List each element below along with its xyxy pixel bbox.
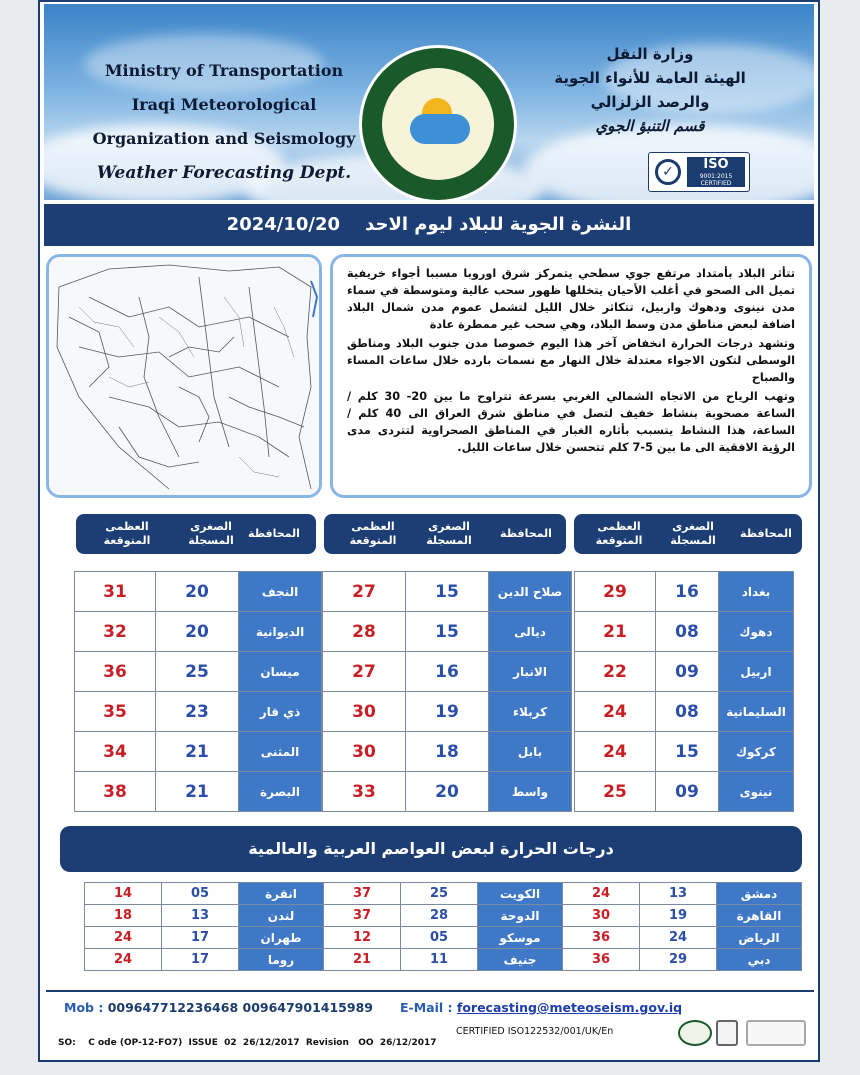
province-table-left [74,571,322,812]
iraq-map [49,257,319,495]
ar-line-ministry: وزارة النقل [606,45,694,63]
footer-logo-org-icon [746,1020,806,1046]
min-temp: 19 [406,692,489,732]
capital-name: انقرة [239,883,324,905]
max-temp: 12 [324,927,401,949]
capital-name: القاهرة [717,905,802,927]
table-row [75,772,322,812]
en-line-organization: Organization and Seismology [92,129,356,148]
capital-name: جنيف [478,949,563,971]
max-temp: 24 [575,732,656,772]
english-org-name [84,54,364,190]
min-temp: 25 [401,883,478,905]
header-province: المحافظة [740,527,792,540]
header-banner [44,4,814,200]
footer [46,990,814,1056]
header-min-1: الصغرى [428,520,470,533]
email-contact [400,1000,682,1015]
max-temp: 34 [75,732,156,772]
province-name: الانبار [489,652,572,692]
forecast-text-panel [330,254,812,498]
min-temp: 09 [656,772,719,812]
province-name: بابل [489,732,572,772]
en-line-ministry: Ministry of Transportation [104,61,344,80]
column-header-group-right [574,514,802,554]
table-row [75,692,322,732]
max-temp: 36 [563,949,640,971]
min-temp: 18 [406,732,489,772]
min-temp: 21 [156,772,239,812]
table-row [75,652,322,692]
province-name: نينوى [719,772,794,812]
max-temp: 27 [323,572,406,612]
province-name: الديوانية [239,612,322,652]
province-table-middle [322,571,572,812]
min-temp: 05 [401,927,478,949]
min-temp: 17 [162,927,239,949]
max-temp: 35 [75,692,156,732]
header-max-2: المتوقعة [103,534,151,547]
table-row [75,572,322,612]
mobile-label: Mob : [64,1000,104,1015]
min-temp: 29 [640,949,717,971]
min-temp: 11 [401,949,478,971]
table-row [575,612,794,652]
email-link[interactable]: forecasting@meteoseism.gov.iq [456,1000,683,1015]
mobile-numbers: 009647712236468 009647901415989 [107,1000,373,1015]
max-temp: 29 [575,572,656,612]
checkmark-icon: ✓ [655,159,681,185]
min-temp: 20 [156,612,239,652]
header-min-1: الصغرى [190,520,232,533]
email-label: E-Mail : [400,1000,453,1015]
province-name: ذي قار [239,692,322,732]
min-temp: 15 [406,612,489,652]
min-temp: 13 [162,905,239,927]
province-name: السليمانية [719,692,794,732]
ar-line-seismology: والرصد الزلزالي [590,93,710,111]
forecast-paragraph: وتشهد درجات الحرارة انخفاض آخر هذا اليوم خصوصا مدن جنوب البلاد ومناطق الوسطى لتكون الاجواء معتدلة خلال النهار مع نسمات بارده خلال ساعات المساء والصباح [347,337,795,384]
min-temp: 23 [156,692,239,732]
capital-name: طهران [239,927,324,949]
max-temp: 24 [85,949,162,971]
min-temp: 16 [656,572,719,612]
max-temp: 32 [75,612,156,652]
max-temp: 24 [85,927,162,949]
min-temp: 13 [640,883,717,905]
bulletin-title: النشرة الجوية للبلاد ليوم الاحد [365,214,632,235]
en-dept-name: Weather Forecasting Dept. [96,163,352,183]
min-temp: 08 [656,692,719,732]
ar-line-authority: الهيئة العامة للأنواء الجوية [554,69,746,87]
header-min-2: المسجلة [426,534,472,547]
capital-name: الدوحة [478,905,563,927]
iso-standard: 9001:2015 [699,173,733,180]
province-table-right [574,571,794,812]
province-name: دهوك [719,612,794,652]
table-row [323,732,572,772]
max-temp: 36 [563,927,640,949]
max-temp: 38 [75,772,156,812]
min-temp: 05 [162,883,239,905]
province-name: اربيل [719,652,794,692]
max-temp: 24 [575,692,656,732]
min-temp: 28 [401,905,478,927]
table-row [575,772,794,812]
capital-name: روما [239,949,324,971]
table-row [575,692,794,732]
province-name: كربلاء [489,692,572,732]
iso-label: ISO [703,157,729,172]
province-name: البصرة [239,772,322,812]
min-temp: 15 [406,572,489,612]
min-temp: 15 [656,732,719,772]
iraq-map-panel [46,254,322,498]
table-row [85,927,802,949]
iso-badge [648,152,750,192]
footer-logo-badge-icon [716,1020,738,1046]
capital-name: موسكو [478,927,563,949]
max-temp: 30 [563,905,640,927]
capitals-table [84,882,802,971]
province-name: النجف [239,572,322,612]
capital-name: دمشق [717,883,802,905]
min-temp: 21 [156,732,239,772]
max-temp: 28 [323,612,406,652]
column-header-group-left [76,514,316,554]
bulletin-date: 2024/10/20 [226,214,341,235]
header-max-1: العظمى [597,520,641,533]
max-temp: 36 [75,652,156,692]
min-temp: 08 [656,612,719,652]
arabic-org-name [540,42,760,138]
column-header-group-middle [324,514,566,554]
province-name: واسط [489,772,572,812]
capital-name: الكويت [478,883,563,905]
max-temp: 21 [324,949,401,971]
min-temp: 24 [640,927,717,949]
header-max-2: المتوقعة [595,534,643,547]
ar-dept-name: قسم التنبؤ الجوي [595,117,705,135]
table-row [75,612,322,652]
province-name: ميسان [239,652,322,692]
max-temp: 30 [323,692,406,732]
table-row [323,652,572,692]
max-temp: 25 [575,772,656,812]
min-temp: 20 [406,772,489,812]
header-max-2: المتوقعة [349,534,397,547]
organization-logo [362,48,514,200]
table-row [575,572,794,612]
en-line-meteorological: Iraqi Meteorological [131,95,317,114]
province-name: بغداد [719,572,794,612]
min-temp: 17 [162,949,239,971]
min-temp: 25 [156,652,239,692]
table-row [323,772,572,812]
cloud-icon [410,114,470,144]
table-row [75,732,322,772]
capitals-title-bar: درجات الحرارة لبعض العواصم العربية والعالمية [60,826,802,872]
forecast-paragraph: تتأثر البلاد بأمتداد مرتفع جوي سطحي يتمركز شرق اوروبا مسببا أجواء خريفية تميل الى الصحو في أغلب الأحيان يتخللها ظهور سحب عالية ومتوسطة في سماء مدن نينوى ودهوك واربيل، تتكاثر خلال الليل لتشمل عموم مدن شمال البلاد اضافة لبعض مناطق مدن وسط البلاد، وهي سحب غير ممطرة عادة [347,267,795,331]
min-temp: 16 [406,652,489,692]
header-min-2: المسجلة [188,534,234,547]
capital-name: لندن [239,905,324,927]
header-province: المحافظة [248,527,300,540]
max-temp: 18 [85,905,162,927]
max-temp: 33 [323,772,406,812]
certification-text: CERTIFIED ISO122532/001/UK/En [456,1026,614,1037]
province-name: كركوك [719,732,794,772]
province-name: صلاح الدين [489,572,572,612]
header-max-1: العظمى [105,520,149,533]
header-province: المحافظة [500,527,552,540]
footer-logo-seal-icon [678,1020,712,1046]
capital-name: دبي [717,949,802,971]
table-row [575,652,794,692]
table-row [323,572,572,612]
min-temp: 19 [640,905,717,927]
capital-name: الرياض [717,927,802,949]
max-temp: 30 [323,732,406,772]
header-max-1: العظمى [351,520,395,533]
mobile-contact [64,1000,373,1015]
min-temp: 20 [156,572,239,612]
province-name: المثنى [239,732,322,772]
table-row [575,732,794,772]
province-name: ديالى [489,612,572,652]
table-row [85,949,802,971]
table-row [85,905,802,927]
max-temp: 14 [85,883,162,905]
bulletin-title-bar [44,204,814,246]
min-temp: 09 [656,652,719,692]
max-temp: 24 [563,883,640,905]
document-code: SO: C ode (OP-12-FO7) ISSUE 02 26/12/2017 Revision OO 26/12/2017 [58,1038,437,1048]
header-min-2: المسجلة [670,534,716,547]
max-temp: 31 [75,572,156,612]
max-temp: 21 [575,612,656,652]
max-temp: 22 [575,652,656,692]
max-temp: 27 [323,652,406,692]
header-min-1: الصغرى [672,520,714,533]
max-temp: 37 [324,883,401,905]
iso-certified: CERTIFIED [700,180,732,187]
table-row [323,692,572,732]
max-temp: 37 [324,905,401,927]
forecast-paragraph: وتهب الرياح من الاتجاه الشمالي الغربي بسرعة تتراوح ما بين 20- 30 كلم / الساعة مصحوبة بنشاط خفيف لتصل في مناطق شرق العراق الى 40 كلم /الساعة، هذا النشاط يتسبب بأثاره الغبار في المناطق الصحراوية لتتردى مدى الرؤية الافقية الى ما بين 5-7 كلم تتحسن خلال ساعات الليل. [347,390,795,454]
table-row [323,612,572,652]
table-row [85,883,802,905]
